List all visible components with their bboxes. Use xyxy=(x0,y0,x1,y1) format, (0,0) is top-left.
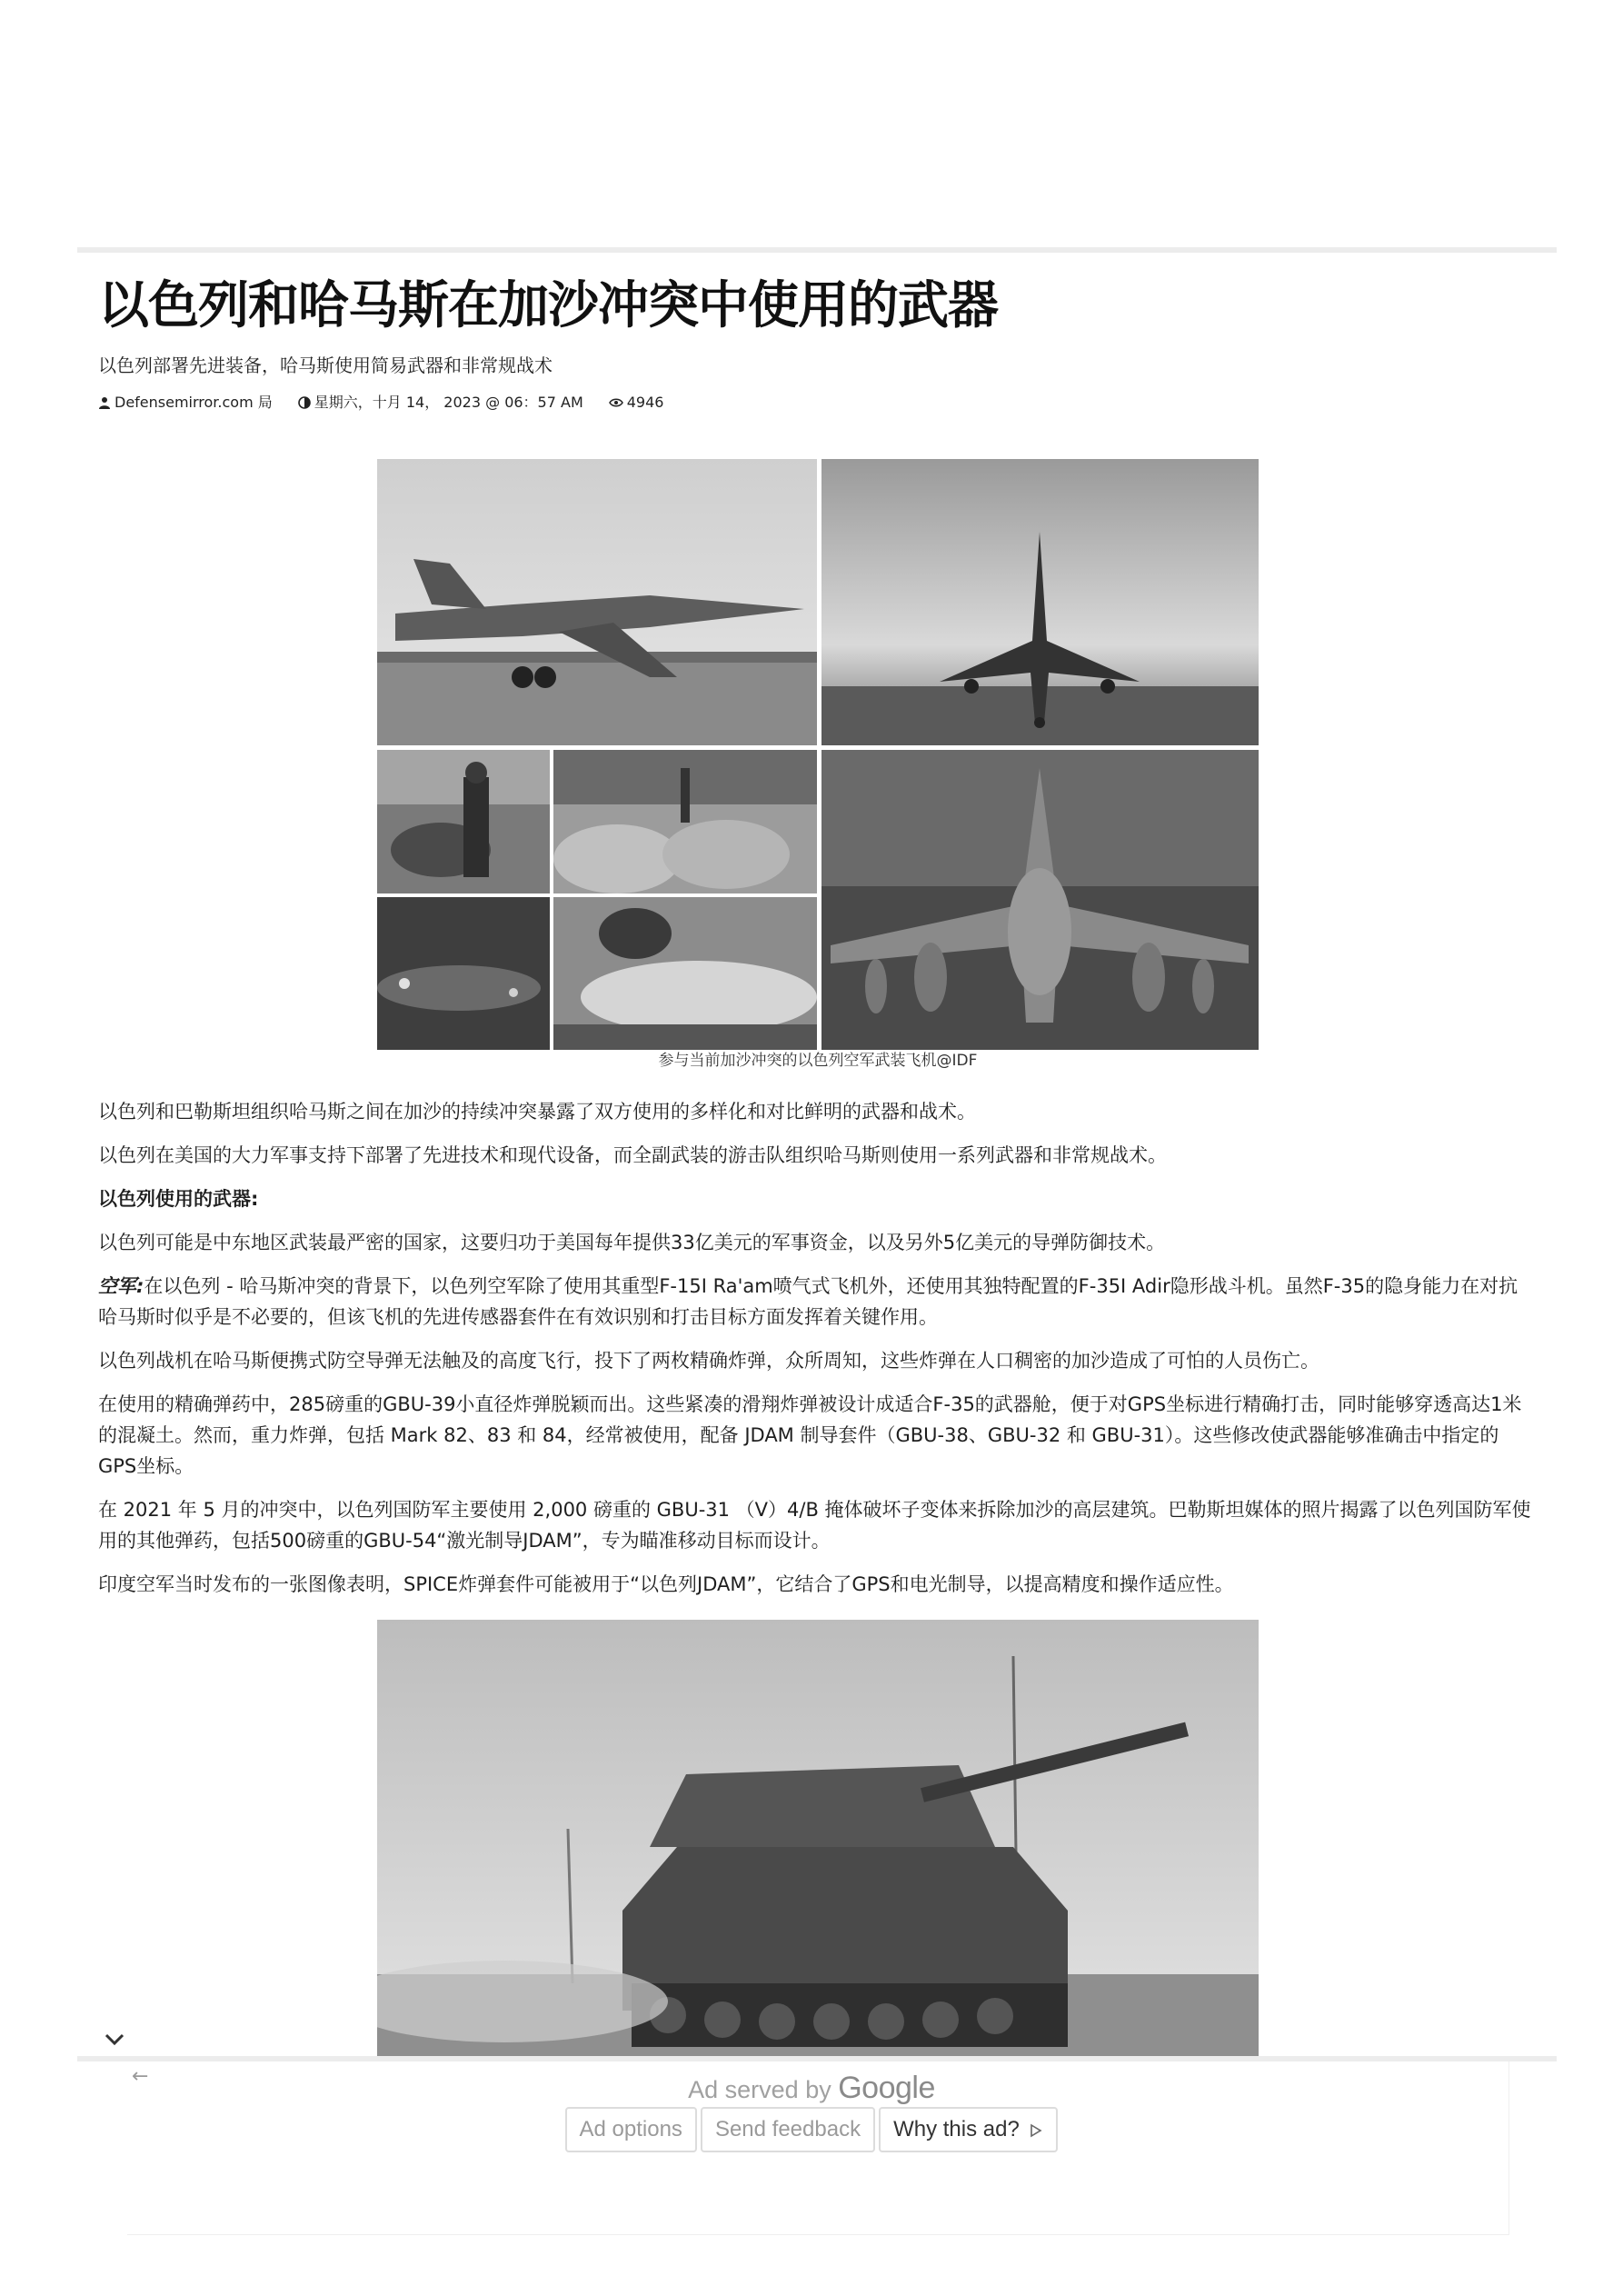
aircraft-collage-image xyxy=(377,459,1259,1050)
view-count: 4946 xyxy=(626,394,664,411)
arrow-left-icon[interactable]: ← xyxy=(132,2065,149,2088)
paragraph-precision-bombs: 以色列战机在哈马斯便携式防空导弹无法触及的高度飞行，投下了两枚精确炸弹，众所周知，这些炸弹在人口稠密的加沙造成了可怕的人员伤亡。 xyxy=(98,1350,1319,1372)
figure-caption: 参与当前加沙冲突的以色列空军武装飞机@IDF xyxy=(658,1052,978,1070)
article-body xyxy=(98,1096,1536,1612)
top-divider xyxy=(77,247,1557,253)
play-triangle-icon xyxy=(1029,2123,1043,2138)
section-heading-israel-weapons: 以色列使用的武器: xyxy=(98,1188,259,1210)
paragraph-air-force xyxy=(98,1271,1536,1333)
ad-actions xyxy=(0,2107,1623,2152)
bombs-hangar-photo xyxy=(553,750,817,893)
author-name[interactable]: Defensemirror.com 局 xyxy=(115,394,273,411)
f16-armed-photo xyxy=(821,750,1259,1050)
ad-served-label xyxy=(0,2071,1623,2106)
ad-options-button[interactable]: Ad options xyxy=(565,2107,697,2152)
f16-runway-photo xyxy=(821,459,1259,745)
page-title: 以色列和哈马斯在加沙冲突中使用的武器 xyxy=(98,276,998,335)
user-icon xyxy=(98,396,111,409)
article-meta xyxy=(98,393,1536,413)
paragraph-funding: 以色列可能是中东地区武装最严密的国家，这要归功于美国每年提供33亿美元的军事资金，以及另外5亿美元的导弹防御技术。 xyxy=(98,1232,1166,1253)
paragraph-spice: 印度空军当时发布的一张图像表明，SPICE炸弹套件可能被用于“以色列JDAM”，它结合了GPS和电光制导，以提高精度和操作适应性。 xyxy=(98,1573,1234,1595)
article-subtitle: 以色列部署先进装备，哈马斯使用简易武器和非常规战术 xyxy=(98,354,553,376)
send-feedback-button[interactable]: Send feedback xyxy=(701,2107,875,2152)
ad-served-text: Ad served by xyxy=(688,2076,831,2103)
clock-icon xyxy=(298,396,311,409)
why-this-ad-label: Why this ad? xyxy=(893,2117,1020,2141)
loading-bomb-photo xyxy=(553,897,817,1050)
views-meta xyxy=(609,393,664,413)
air-force-text: 在以色列 - 哈马斯冲突的背景下，以色列空军除了使用其重型F-15I Ra'am喷气式飞机外，还使用其独特配置的F-35I Adir隐形战斗机。虽然F-35的隐身能力在对抗哈马斯时似乎是不必要的，但该飞机的先进传感器套件在有效识别和打击目标方面发挥着关键作用。 xyxy=(98,1275,1518,1328)
tank-photo xyxy=(377,1620,1259,2056)
author-meta xyxy=(98,393,273,413)
air-force-lead: 空军: xyxy=(98,1275,144,1297)
f15-photo xyxy=(377,459,817,745)
chevron-down-icon[interactable] xyxy=(102,2027,127,2052)
eye-icon xyxy=(609,397,623,408)
why-this-ad-button[interactable] xyxy=(879,2107,1058,2152)
article-header xyxy=(98,262,1536,413)
date-meta xyxy=(298,393,583,413)
publish-date: 星期六，十月 14， 2023 @ 06：57 AM xyxy=(314,394,583,411)
paragraph-2021-conflict: 在 2021 年 5 月的冲突中，以色列国防军主要使用 2,000 磅重的 GBU-31 （V）4/B 掩体破坏子变体来拆除加沙的高层建筑。巴勒斯坦媒体的照片揭露了以色列国防军使用的其他弹药，包括500磅重的GBU-54“激光制导JDAM”，专为瞄准移动目标而设计。 xyxy=(98,1499,1531,1552)
paragraph-munitions: 在使用的精确弹药中，285磅重的GBU-39小直径炸弹脱颖而出。这些紧凑的滑翔炸弹被设计成适合F-35的武器舱，便于对GPS坐标进行精确打击，同时能够穿透高达1米的混凝土。然而，重力炸弹，包括 Mark 82、83 和 84，经常被使用，配备 JDAM 制导套件（GBU-38、GBU-32 和 GBU-31）。这些修改使武器能够准确击中指定的GPS坐标。 xyxy=(98,1393,1522,1477)
night-aircraft-photo xyxy=(377,897,550,1050)
google-logo: Google xyxy=(838,2071,935,2105)
paragraph-intro: 以色列和巴勒斯坦组织哈马斯之间在加沙的持续冲突暴露了双方使用的多样化和对比鲜明的武器和战术。 xyxy=(98,1101,976,1123)
aircraft-figure xyxy=(377,459,1259,1072)
pilot-photo xyxy=(377,750,550,893)
paragraph-context: 以色列在美国的大力军事支持下部署了先进技术和现代设备，而全副武装的游击队组织哈马斯则使用一系列武器和非常规战术。 xyxy=(98,1144,1167,1166)
